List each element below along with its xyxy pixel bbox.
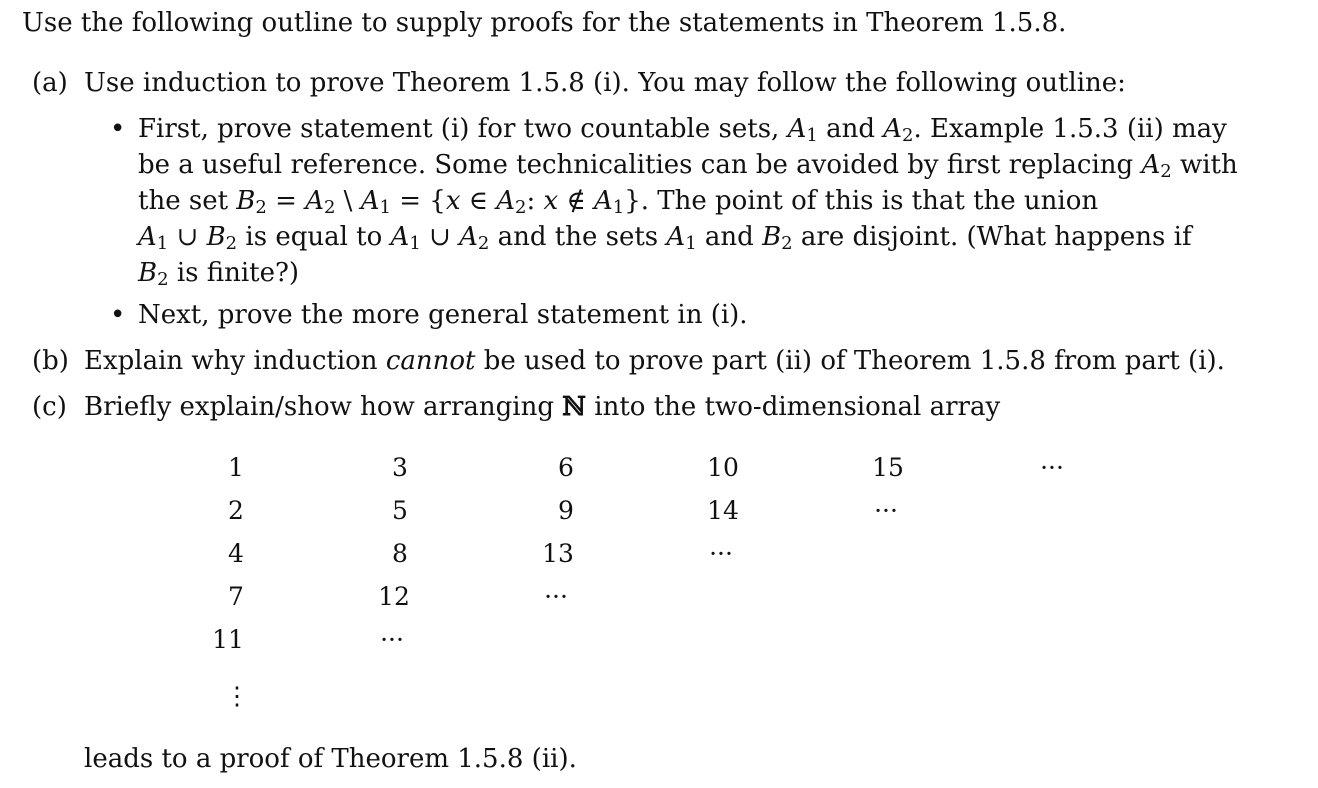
op: = [266, 186, 306, 216]
bullet1-line3 [138, 186, 1098, 216]
b1l1-mid: and [817, 114, 884, 144]
bullet1-line2 [138, 150, 1238, 180]
part-c-label: (c) [32, 392, 67, 422]
intro-text: Use the following outline to supply proofs for the statements in Theorem 1.5.8. [22, 8, 1067, 38]
array-ellipsis: ··· [874, 496, 898, 525]
b1l1-post: . Example 1.5.3 (ii) may [913, 114, 1227, 144]
b1l5-post: is finite?) [168, 258, 300, 288]
op: \ [335, 186, 361, 216]
op: = { [390, 186, 446, 216]
bullet-dot: • [110, 300, 126, 330]
sub-2: 2 [515, 197, 527, 218]
b1l4-mid: and the sets [489, 222, 667, 252]
array-cell: 9 [558, 496, 574, 525]
array-cell: 14 [707, 496, 739, 525]
bullet1-line1 [138, 114, 1227, 144]
part-b-text [84, 346, 1225, 376]
bullet2-text: Next, prove the more general statement in (i). [138, 300, 748, 330]
sub-2: 2 [225, 233, 238, 254]
array-ellipsis: ··· [380, 625, 404, 654]
sub-1: 1 [612, 197, 625, 218]
math-A: A [883, 114, 903, 144]
bullet1-line4 [138, 222, 1192, 252]
sub-1: 1 [409, 233, 421, 254]
part-a-label: (a) [32, 68, 68, 98]
op: ∈ [460, 186, 497, 216]
b1l4-and: and [696, 222, 763, 252]
array-cell: 10 [707, 453, 739, 482]
sub-2: 2 [781, 233, 793, 254]
bullet-dot: • [110, 114, 126, 144]
math-A: A [1141, 150, 1161, 180]
sub-1: 1 [156, 233, 169, 254]
op: } [624, 186, 641, 216]
math-A: A [459, 222, 478, 252]
sub-2: 2 [157, 269, 169, 290]
part-b-pre: Explain why induction [84, 346, 386, 376]
math-A: A [360, 186, 380, 216]
array-cell: 13 [542, 539, 574, 568]
op-union: ∪ [420, 222, 460, 252]
b1l4-pre: is equal to [237, 222, 391, 252]
op: : [526, 186, 544, 216]
array-cell: 11 [212, 625, 244, 654]
sub-2: 2 [1160, 161, 1172, 182]
math-A: A [496, 186, 516, 216]
math-A: A [390, 222, 410, 252]
op-union: ∪ [168, 222, 207, 252]
array-ellipsis: ··· [1040, 453, 1064, 482]
math-x: x [445, 186, 461, 216]
math-A: A [666, 222, 686, 252]
array-cell: 7 [228, 582, 244, 611]
sub-2: 2 [255, 197, 267, 218]
sub-1: 1 [806, 125, 818, 146]
array-cell: 15 [872, 453, 904, 482]
b1l2-pre: be a useful reference. Some technicalities can be avoided by first replacing [138, 150, 1142, 180]
part-c-conclusion: leads to a proof of Theorem 1.5.8 (ii). [84, 744, 577, 774]
math-B: B [138, 258, 158, 288]
array-cell: 6 [558, 453, 574, 482]
math-A: A [787, 114, 807, 144]
sub-1: 1 [685, 233, 697, 254]
array-cell: 8 [392, 539, 408, 568]
part-b-post: be used to prove part (ii) of Theorem 1.5.8 from part (i). [475, 346, 1225, 376]
array-cell: 1 [228, 453, 244, 482]
part-c-text [84, 392, 1000, 422]
part-a-text: Use induction to prove Theorem 1.5.8 (i). You may follow the following outline: [84, 68, 1126, 98]
math-A: A [305, 186, 324, 216]
math-B: B [762, 222, 782, 252]
math-A: A [593, 186, 613, 216]
array-ellipsis: ··· [544, 582, 568, 611]
math-B: B [206, 222, 226, 252]
array-cell: 3 [392, 453, 408, 482]
op: ∉ [558, 186, 594, 216]
array-cell: 4 [228, 539, 244, 568]
b1l1-pre: First, prove statement (i) for two countable sets, [138, 114, 788, 144]
b1l4-post: are disjoint. (What happens if [792, 222, 1192, 252]
sub-2: 2 [477, 233, 490, 254]
naturals-symbol: ℕ [562, 392, 587, 422]
part-c-post: into the two-dimensional array [586, 392, 1001, 422]
array-cell: 5 [392, 496, 408, 525]
bullet1-line5 [138, 258, 299, 288]
part-c-pre: Briefly explain/show how arranging [84, 392, 563, 422]
math-x: x [543, 186, 559, 216]
math-A: A [138, 222, 157, 252]
sub-2: 2 [323, 197, 336, 218]
array-vdots: ⋮ [224, 681, 250, 710]
part-b-label: (b) [32, 346, 69, 376]
sub-1: 1 [379, 197, 391, 218]
array-ellipsis: ··· [709, 539, 733, 568]
array-cell: 2 [228, 496, 244, 525]
math-B: B [236, 186, 256, 216]
b1l3-pre: the set [138, 186, 237, 216]
array-cell: 12 [378, 582, 410, 611]
b1l3-post: . The point of this is that the union [640, 186, 1099, 216]
part-b-emph: cannot [385, 346, 476, 376]
b1l2-post: with [1171, 150, 1238, 180]
sub-2: 2 [902, 125, 914, 146]
